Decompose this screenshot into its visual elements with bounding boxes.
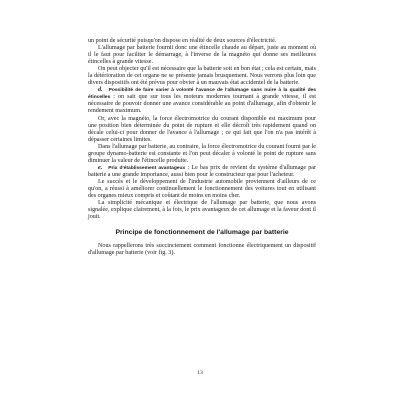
paragraph: un point de sécurité puisqu'on dispose en réalité de deux sources d'électricité. — [88, 38, 277, 44]
page-number: 13 — [197, 370, 203, 376]
paragraph: Nous rappellerons très succinctement comment fonctionne électriquement un dispositif d'allumage par batterie (voir fig. 3). — [88, 243, 316, 257]
subsection-heading: Prix d'établissement avantageux — [108, 165, 186, 171]
section-heading: Principe de fonctionnement de l'allumage par batterie — [115, 229, 289, 237]
subsection-text: : on sait que sur tous les moteurs modernes tournant à grande vitesse, il est nécessaire de pouvoir donner une avance considérable au point d'allumage, afin d'obtenir le rendement maximum. — [88, 94, 316, 115]
page-body — [88, 38, 316, 257]
paragraph: On peut objecter qu'il est nécessaire que la batterie soit en bon état ; cela est certain, mais la détérioration de cet organe ne se présente jamais brusquement. Nous verrons plus loin que divers dispositifs ont été prévus pour obvier à un mauvais état accidentel de la batterie. — [88, 66, 316, 87]
subsection-letter: e. — [98, 164, 103, 171]
subsection-text: : Le bas prix de revient du système d'allumage par batterie a une grande importance, aussi bien pour le constructeur que pour l'acheteur. — [88, 164, 317, 178]
subsection-letter: d. — [98, 87, 103, 94]
paragraph: Le succès et le développement de l'industrie automobile proviennent d'ailleurs de ce qu'on, a réussi à améliorer continuellement le fonctionnement des voitures tout en utilisant des organes mieux compris et coûtant de moins en moins cher. — [88, 178, 316, 200]
paragraph: La simplicité mécanique et électrique de l'allumage par batterie, que nous avons signalée, explique clairement, à la fois, le prix avantageux de cet allumage et la faveur dont il jouit. — [88, 200, 316, 221]
subsection-e — [88, 165, 316, 179]
paragraph: Or, avec la magnéto, la force électromotrice du courant disponible est maximum pour une position bien déterminée du point de rupture et elle décroît très rapidement quand on décale celui-ci pour donner de l'avance à l'allumage ; ce qui fait que l'on n'a pas intérêt à dépasser certaines limites. — [88, 115, 316, 143]
paragraph: L'allumage par batterie fournit donc une étincelle chaude au départ, juste au moment où il le faut pour faciliter le démarrage, à l'inverse de la magnéto qui donne ses meilleures étincelles à grande vitesse. — [88, 45, 316, 66]
subsection-d — [88, 87, 316, 115]
subsection-heading: Possibilité de faire varier à volonté l'avance de l'allumage sans nuire à la qualité des étincelles — [88, 88, 316, 101]
paragraph: Dans l'allumage par batterie, au contraire, la force électromotrice du courant fourni par le groupe dynamo-batterie est constante et l'on peut décaler à volonté le point de rupture sans diminuer la valeur de l'étincelle produite. — [88, 143, 316, 164]
